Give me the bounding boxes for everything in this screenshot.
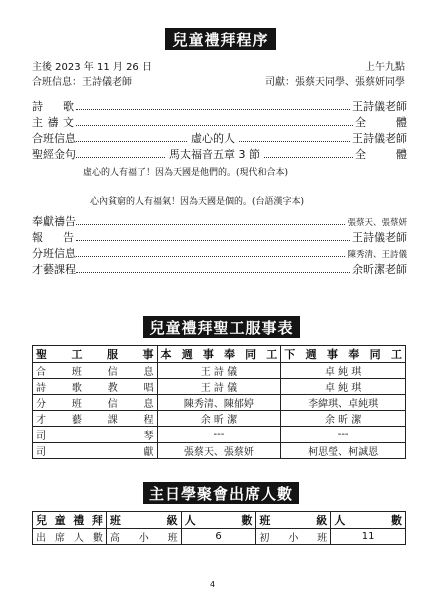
roster-header-row [33, 346, 406, 363]
attendance-count: 6 [181, 529, 256, 545]
roster-this-week: 余 昕 潔 [157, 411, 281, 427]
page-number: 4 [209, 580, 216, 589]
dot-leader [76, 248, 345, 257]
dot-leader [76, 117, 353, 126]
attendance-class-text: 高 小 班 [109, 533, 178, 544]
attendance-table [32, 511, 406, 545]
dot-leader [239, 133, 350, 142]
program-item-person: 王詩儀老師 [352, 231, 407, 244]
service-roster-title: 兒童禮拜聖工服事表 [143, 316, 300, 338]
attendance-class [256, 529, 331, 545]
roster-header-cell [281, 346, 406, 363]
program-row [32, 213, 407, 229]
roster-header-text: 本 週 事 奉 同 工 [160, 348, 278, 361]
attendance-class-text: 初 小 班 [259, 533, 328, 544]
program-row [32, 261, 407, 277]
roster-this-week: 王 詩 儀 [157, 363, 281, 379]
program-row [32, 245, 407, 261]
dot-leader [76, 133, 187, 142]
service-date: 主後 2023 年 11 月 26 日 [32, 62, 152, 73]
attendance-header-cell [181, 512, 256, 529]
roster-row [33, 427, 406, 443]
program-row [32, 229, 407, 245]
attendance-header-text: 人 數 [184, 514, 253, 527]
roster-row [33, 363, 406, 379]
roster-duty-text: 司 琴 [36, 431, 154, 442]
offering-students: 司獻：張蔡天同學、張蔡妍同學 [265, 77, 405, 88]
dot-leader [76, 101, 350, 110]
verse-modern: 虛心的人有福了！因為天國是他們的。(現代和合本) [83, 168, 289, 178]
dot-leader [264, 149, 353, 158]
program-item-person: 張蔡天、張蔡妍 [347, 218, 407, 228]
dot-leader [76, 216, 345, 225]
program-row [32, 146, 407, 162]
roster-next-week: 卓 純 琪 [281, 363, 406, 379]
program-item-label: 主 禱 文 [32, 116, 74, 129]
attendance-header-text: 兒 童 禮 拜 [36, 514, 103, 527]
roster-next-week: 柯思瑩、柯誠恩 [281, 443, 406, 459]
service-roster-table [32, 345, 406, 459]
roster-this-week: 張蔡天、張蔡妍 [157, 443, 281, 459]
roster-next-week: --- [281, 427, 406, 443]
attendance-header-cell [256, 512, 331, 529]
roster-duty-text: 司 獻 [36, 447, 154, 458]
attendance-header-row [33, 512, 406, 529]
roster-next-week: 卓 純 琪 [281, 379, 406, 395]
attendance-header-cell [106, 512, 181, 529]
program-item-label: 詩 歌 [32, 100, 74, 113]
service-time: 上午九點 [365, 62, 405, 73]
program-item-person: 王詩儀老師 [352, 132, 407, 145]
attendance-header-cell [33, 512, 107, 529]
roster-header-cell [33, 346, 158, 363]
roster-row [33, 411, 406, 427]
program-item-label: 聖 經 金 句 [32, 148, 76, 161]
dot-leader [76, 264, 350, 273]
program-row [32, 98, 407, 114]
attendance-title: 主日學聚會出席人數 [143, 482, 299, 504]
roster-next-week: 余 昕 潔 [281, 411, 406, 427]
roster-this-week: 陳秀清、陳郁婷 [157, 395, 281, 411]
attendance-class [106, 529, 181, 545]
roster-duty [33, 427, 158, 443]
roster-duty [33, 411, 158, 427]
roster-row [33, 443, 406, 459]
roster-duty [33, 395, 158, 411]
roster-duty [33, 443, 158, 459]
program-list-b [32, 213, 407, 277]
attendance-header-text: 人 數 [334, 514, 402, 527]
program-item-person: 陳秀清、王詩儀 [347, 250, 407, 260]
program-item-label: 報 告 [32, 231, 74, 244]
program-row [32, 130, 407, 146]
info-speaker: 合班信息：王詩儀老師 [32, 77, 132, 88]
roster-duty [33, 363, 158, 379]
program-item-label: 合 班 信 息 [32, 132, 76, 145]
roster-header-text: 聖 工 服 事 [36, 348, 154, 361]
roster-header-text: 下 週 事 奉 同 工 [284, 348, 402, 361]
roster-duty-text: 才 藝 課 程 [36, 415, 154, 426]
program-item-label: 分 班 信 息 [32, 247, 76, 260]
program-item-label: 奉 獻 禱 告 [32, 215, 76, 228]
program-row [32, 114, 407, 130]
program-item-person: 余昕潔老師 [352, 263, 407, 276]
attendance-count: 11 [331, 529, 406, 545]
dot-leader [76, 232, 350, 241]
attendance-header-cell [331, 512, 406, 529]
attendance-header-text: 班 級 [109, 514, 178, 527]
roster-duty-text: 分 班 信 息 [36, 399, 154, 410]
program-item-label: 才 藝 課 程 [32, 263, 76, 276]
verse-taiwanese: 心內貧窮的人有福氣！因為天國是個的。(台語漢字本) [90, 197, 305, 207]
attendance-row [33, 529, 406, 545]
program-item-detail: 馬太福音五章 3 節 [169, 148, 260, 161]
roster-next-week: 李緯琪、卓純琪 [281, 395, 406, 411]
roster-this-week: 王 詩 儀 [157, 379, 281, 395]
roster-duty [33, 379, 158, 395]
program-item-person: 全 體 [355, 116, 407, 129]
attendance-label-text: 出 席 人 數 [36, 533, 103, 544]
program-item-detail: 虛心的人 [191, 132, 235, 145]
roster-row [33, 395, 406, 411]
roster-header-cell [157, 346, 281, 363]
attendance-header-text: 班 級 [259, 514, 328, 527]
dot-leader [76, 149, 165, 158]
program-item-person: 王詩儀老師 [352, 100, 407, 113]
roster-row [33, 379, 406, 395]
roster-this-week: --- [157, 427, 281, 443]
attendance-label [33, 529, 107, 545]
program-title: 兒童禮拜程序 [165, 28, 276, 50]
program-list-a [32, 98, 407, 162]
roster-duty-text: 合 班 信 息 [36, 367, 154, 378]
program-item-person: 全 體 [355, 148, 407, 161]
roster-duty-text: 詩 歌 教 唱 [36, 383, 154, 394]
